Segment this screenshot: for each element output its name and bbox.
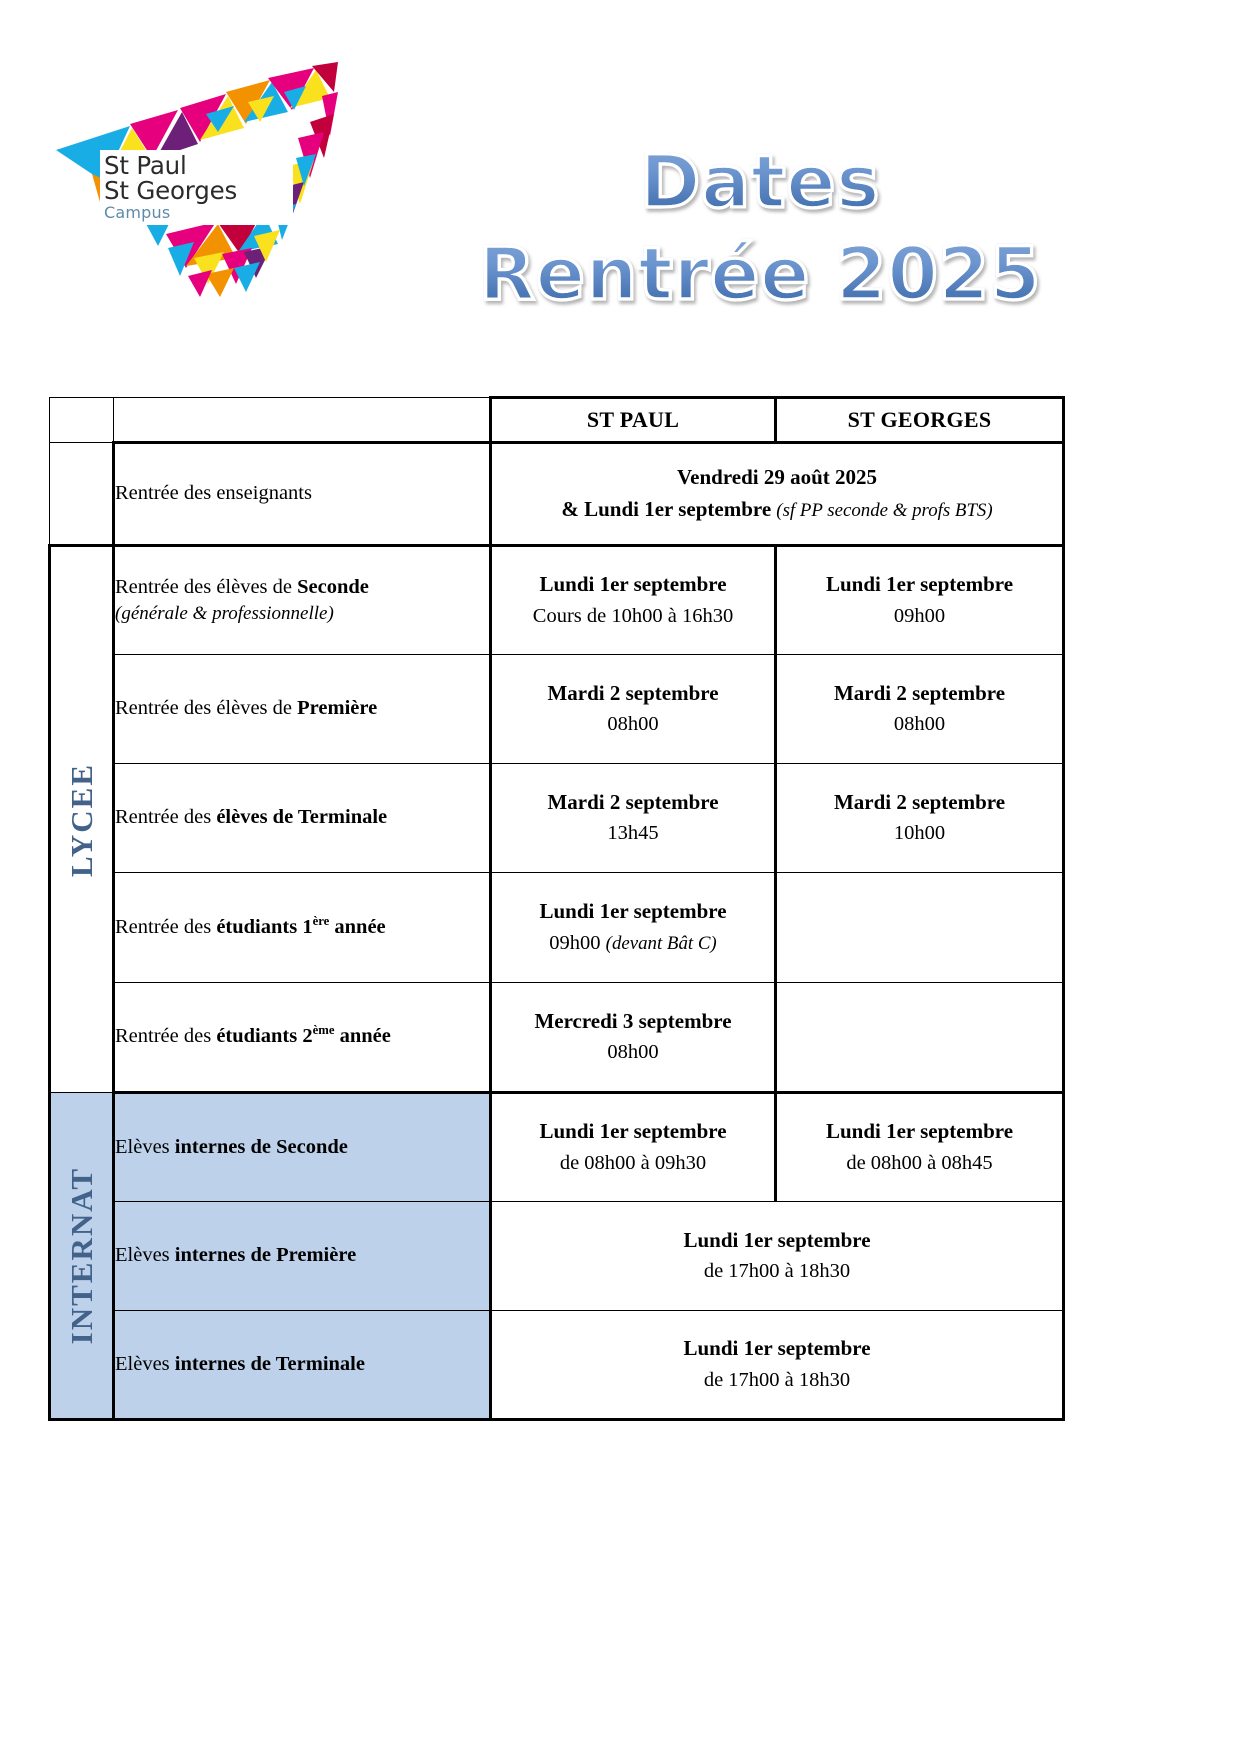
row-internes-terminale-value: Lundi 1er septembre de 17h00 à 18h30 — [491, 1311, 1064, 1420]
page-title-line-1: Dates Dates — [430, 137, 1090, 229]
header-corner-spacer — [50, 398, 114, 443]
row-teachers-side-spacer — [50, 443, 114, 546]
row-teachers-label: Rentrée des enseignants — [114, 443, 491, 546]
table-row — [50, 1311, 1064, 1420]
row-seconde-st-paul: Lundi 1er septembre Cours de 10h00 à 16h30 — [491, 546, 776, 655]
table-row — [50, 443, 1064, 546]
table-row — [50, 546, 1064, 655]
table-row — [50, 764, 1064, 873]
page-title-line-2: Rentrée 2025 Rentrée 2025 — [430, 229, 1090, 321]
logo-line-1: St Paul — [104, 151, 187, 180]
header-st-georges: ST GEORGES — [776, 398, 1064, 443]
table-row — [50, 873, 1064, 983]
row-etudiants2-label: Rentrée des étudiants 2ème année — [114, 983, 491, 1093]
school-logo — [48, 62, 338, 297]
row-etudiants1-st-paul-line2: 09h00 (devant Bât C) — [549, 931, 717, 954]
row-internes-seconde-st-georges: Lundi 1er septembre de 08h00 à 08h45 — [776, 1093, 1064, 1202]
row-terminale-st-paul: Mardi 2 septembre 13h45 — [491, 764, 776, 873]
row-internes-terminale-label: Elèves internes de Terminale — [114, 1311, 491, 1420]
row-teachers-value — [491, 443, 1064, 546]
table-header-row — [50, 398, 1064, 443]
row-internes-premiere-value: Lundi 1er septembre de 17h00 à 18h30 — [491, 1202, 1064, 1311]
table-row — [50, 1202, 1064, 1311]
row-etudiants1-st-georges-empty — [776, 873, 1064, 983]
row-teachers-value-line2: & Lundi 1er septembre (sf PP seconde & profs BTS) — [561, 496, 993, 521]
section-label-internat — [50, 1093, 114, 1420]
section-label-lycee-text: LYCEE — [63, 762, 99, 877]
rentree-dates-table — [48, 396, 1065, 1421]
header-corner-cell — [114, 398, 491, 443]
logo-wordmark — [100, 150, 293, 225]
row-premiere-label: Rentrée des élèves de Première — [114, 655, 491, 764]
row-seconde-label: Rentrée des élèves de Seconde (générale & professionnelle) — [114, 546, 491, 655]
row-etudiants1-label: Rentrée des étudiants 1ère année — [114, 873, 491, 983]
row-premiere-st-georges: Mardi 2 septembre 08h00 — [776, 655, 1064, 764]
page-title — [430, 137, 1090, 321]
row-teachers-value-line1: Vendredi 29 août 2025 — [676, 465, 878, 490]
table-row — [50, 983, 1064, 1093]
row-etudiants1-st-paul: Lundi 1er septembre 09h00 (devant Bât C) — [491, 873, 776, 983]
table-row — [50, 655, 1064, 764]
row-seconde-st-georges: Lundi 1er septembre 09h00 — [776, 546, 1064, 655]
row-premiere-st-paul: Mardi 2 septembre 08h00 — [491, 655, 776, 764]
row-terminale-label: Rentrée des élèves de Terminale — [114, 764, 491, 873]
row-internes-seconde-label: Elèves internes de Seconde — [114, 1093, 491, 1202]
row-etudiants2-st-georges-empty — [776, 983, 1064, 1093]
rentree-dates-table-wrapper — [48, 396, 1062, 1416]
section-label-internat-text: INTERNAT — [63, 1166, 99, 1345]
row-terminale-st-georges: Mardi 2 septembre 10h00 — [776, 764, 1064, 873]
row-internes-seconde-st-paul: Lundi 1er septembre de 08h00 à 09h30 — [491, 1093, 776, 1202]
logo-line-3: Campus — [104, 202, 171, 222]
table-row — [50, 1093, 1064, 1202]
section-label-lycee — [50, 546, 114, 1093]
row-etudiants2-st-paul: Mercredi 3 septembre 08h00 — [491, 983, 776, 1093]
header-st-paul: ST PAUL — [491, 398, 776, 443]
logo-line-2: St Georges — [104, 175, 238, 205]
row-internes-premiere-label: Elèves internes de Première — [114, 1202, 491, 1311]
